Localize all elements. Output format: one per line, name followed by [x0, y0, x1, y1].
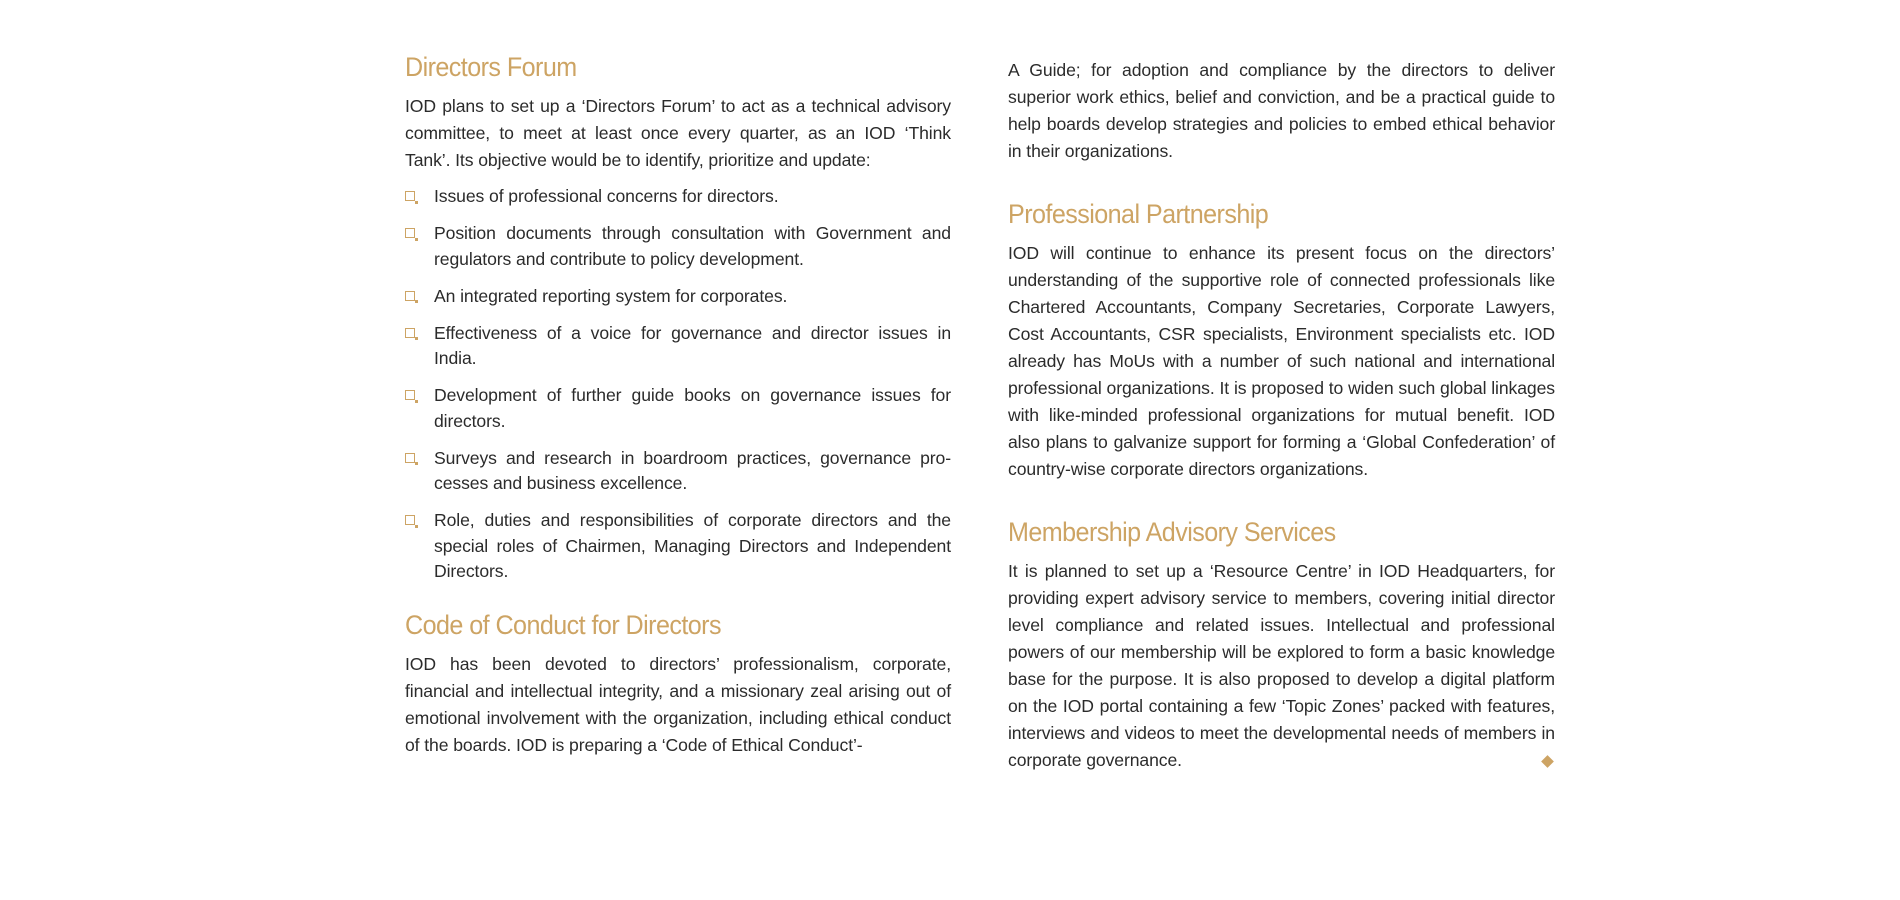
code-of-conduct-heading: Code of Conduct for Directors [405, 609, 721, 640]
professional-partnership-heading: Professional Partnership [1008, 199, 1269, 229]
membership-advisory-section [1008, 517, 1555, 774]
square-bullet-icon [405, 191, 415, 201]
list-item-text: Role, duties and responsibilities of corporate directors and the special roles of Chairmen, Managing Directors and Independent Directors. [434, 510, 951, 581]
list-item [405, 284, 951, 310]
code-of-conduct-body: IOD has been devoted to directors’ professionalism, corporate, financial and intellectual integrity, and a missionary zeal arising out of emotional involvement with the organization, including ethical conduct of the boards. IOD is preparing a ‘Code of Ethical Conduct’- [405, 653, 951, 755]
professional-partnership-section [1008, 199, 1555, 483]
square-bullet-icon [405, 228, 415, 238]
square-bullet-icon [405, 390, 415, 400]
square-bullet-icon [405, 453, 415, 463]
list-item-text: An integrated reporting system for corporates. [434, 285, 788, 306]
list-item [405, 383, 951, 434]
list-item-text: Development of further guide books on governance issues for directors. [434, 385, 951, 431]
directors-forum-intro: IOD plans to set up a ‘Directors Forum’ to act as a technical advisory committee, to meet at least once every quarter, as an IOD ‘Think Tank’. Its objective would be to identify, prioritize and update: [405, 96, 951, 170]
directors-forum-heading: Directors Forum [405, 52, 577, 82]
list-item [405, 184, 951, 210]
directors-forum-list [405, 184, 951, 585]
right-column [1008, 57, 1555, 774]
list-item-text: Issues of professional concerns for directors. [434, 186, 779, 206]
professional-partnership-body: IOD will continue to enhance its present focus on the directors’ understanding of the supportive role of connected professionals like Chartered Accountants, Company Secretaries, Corporate Lawyers, Cost Accountants, CSR specialists, Environment specialists etc. IOD already has MoUs with a number of such national and international professional organizations. It is proposed to widen such global linkages with like-minded professional organizations for mutual benefit. IOD also plans to galvanize support for forming a ‘Global Confederation’ of country-wise corporate directors organizations. [1008, 243, 1555, 479]
list-item [405, 321, 951, 372]
membership-advisory-body-wrap [1008, 558, 1555, 774]
list-item-text: Surveys and research in boardroom practices, governance pro-cesses and business excellence. [434, 447, 951, 493]
list-item [405, 446, 951, 497]
membership-advisory-body: It is planned to set up a ‘Resource Centre’ in IOD Headquarters, for providing expert advisory service to members, covering initial director level compliance and related issues. Intellectual and professional powers of our membership will be explored to form a basic knowledge base for the purpose. It is also proposed to develop a digital platform on the IOD portal containing a few ‘Topic Zones’ packed with features, interviews and videos to meet the developmental needs of members in corporate governance. [1008, 561, 1555, 770]
code-of-conduct-section [405, 610, 951, 759]
square-bullet-icon [405, 291, 415, 301]
square-bullet-icon [405, 515, 415, 525]
list-item [405, 221, 951, 272]
directors-forum-section [405, 52, 951, 585]
list-item-text: Position documents through consultation with Government and regulators and contribute to policy development. [434, 223, 951, 269]
list-item [405, 508, 951, 585]
list-item-text: Effectiveness of a voice for governance and director issues in India. [434, 322, 951, 368]
code-of-conduct-continuation: A Guide; for adoption and compliance by the directors to deliver superior work ethics, belief and conviction, and be a practical guide to help boards develop strategies and policies to embed ethical behavior in their organizations. [1008, 60, 1555, 161]
left-column [405, 52, 951, 759]
square-bullet-icon [405, 328, 415, 338]
membership-advisory-heading: Membership Advisory Services [1008, 517, 1336, 547]
